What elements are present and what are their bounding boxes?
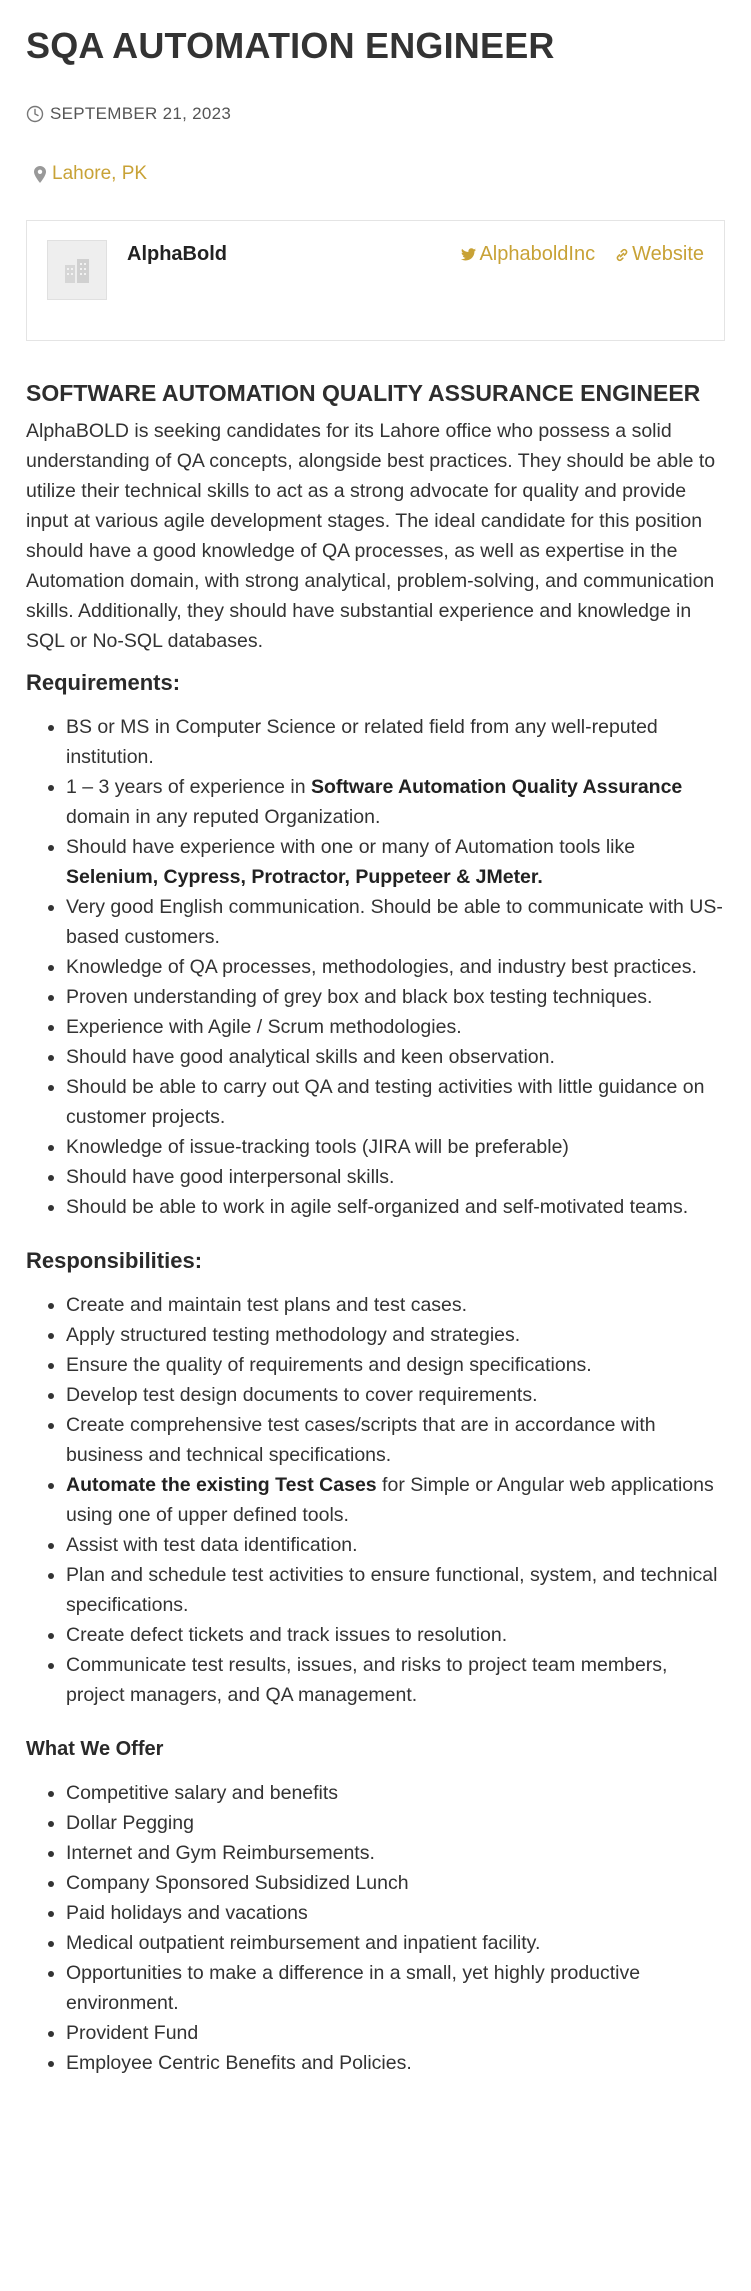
list-item: • Should have good interpersonal skills.	[66, 1162, 725, 1192]
list-item: • Provident Fund	[66, 2018, 725, 2048]
requirements-list	[26, 712, 725, 1222]
list-item: • Knowledge of QA processes, methodologies, and industry best practices.	[66, 952, 725, 982]
company-website-link[interactable]	[615, 243, 704, 266]
description-heading: SOFTWARE AUTOMATION QUALITY ASSURANCE ENGINEER	[26, 380, 701, 406]
list-item: • Paid holidays and vacations	[66, 1898, 725, 1928]
list-item: • Proven understanding of grey box and black box testing techniques.	[66, 982, 725, 1012]
list-item: • Internet and Gym Reimbursements.	[66, 1838, 725, 1868]
list-item: • Create comprehensive test cases/scripts that are in accordance with business and technical specifications.	[66, 1410, 725, 1470]
company-logo	[47, 240, 107, 300]
list-item: • Should have good analytical skills and keen observation.	[66, 1042, 725, 1072]
list-item: • Should be able to carry out QA and testing activities with little guidance on customer projects.	[66, 1072, 725, 1132]
posted-date	[26, 104, 725, 124]
list-item: • Create and maintain test plans and test cases.	[66, 1290, 725, 1320]
list-item: • Assist with test data identification.	[66, 1530, 725, 1560]
company-links	[461, 243, 704, 266]
building-icon	[62, 255, 92, 285]
company-name: AlphaBold	[127, 243, 227, 265]
list-item: • Should be able to work in agile self-organized and self-motivated teams.	[66, 1192, 725, 1222]
link-icon	[615, 248, 629, 262]
clock-icon	[26, 105, 44, 123]
list-item: • Employee Centric Benefits and Policies.	[66, 2048, 725, 2078]
website-link-text: Website	[632, 243, 704, 265]
list-item: • 1 – 3 years of experience in Software Automation Quality Assurance domain in any reputed Organization.	[66, 772, 725, 832]
map-pin-icon	[34, 166, 46, 183]
description-paragraph: AlphaBOLD is seeking candidates for its Lahore office who possess a solid understanding of QA concepts, alongside best practices. They should be able to utilize their technical skills to act as a strong advocate for quality and provide input at various agile development stages. The ideal candidate for this position should have a good knowledge of QA processes, as well as expertise in the Automation domain, with strong analytical, problem-solving, and communication skills. Additionally, they should have substantial experience and knowledge in SQL or No-SQL databases.	[26, 420, 716, 652]
job-title: SQA AUTOMATION ENGINEER	[26, 25, 555, 66]
list-item: • Opportunities to make a difference in a small, yet highly productive environment.	[66, 1958, 725, 2018]
list-item: • Medical outpatient reimbursement and inpatient facility.	[66, 1928, 725, 1958]
job-location	[26, 163, 725, 185]
list-item: • Competitive salary and benefits	[66, 1778, 725, 1808]
list-item: • Ensure the quality of requirements and design specifications.	[66, 1350, 725, 1380]
list-item: • Should have experience with one or many of Automation tools like Selenium, Cypress, Protractor, Puppeteer & JMeter.	[66, 832, 725, 892]
company-twitter-link[interactable]	[461, 243, 595, 266]
location-text: Lahore, PK	[52, 163, 148, 184]
company-card	[26, 220, 725, 341]
list-item: • Experience with Agile / Scrum methodologies.	[66, 1012, 725, 1042]
twitter-icon	[461, 248, 476, 261]
posted-date-text: SEPTEMBER 21, 2023	[50, 104, 232, 123]
list-item: • Apply structured testing methodology and strategies.	[66, 1320, 725, 1350]
list-item: • Communicate test results, issues, and risks to project team members, project managers, and QA management.	[66, 1650, 725, 1710]
offer-heading: What We Offer	[26, 1738, 164, 1760]
list-item: • Develop test design documents to cover requirements.	[66, 1380, 725, 1410]
list-item: • Automate the existing Test Cases for Simple or Angular web applications using one of upper defined tools.	[66, 1470, 725, 1530]
responsibilities-heading: Responsibilities:	[26, 1248, 203, 1273]
responsibilities-list	[26, 1290, 725, 1710]
list-item: • Very good English communication. Should be able to communicate with US-based customers.	[66, 892, 725, 952]
twitter-link-text: AlphaboldInc	[479, 243, 596, 265]
list-item: • Create defect tickets and track issues to resolution.	[66, 1620, 725, 1650]
requirements-heading: Requirements:	[26, 670, 181, 695]
offer-list	[26, 1778, 725, 2078]
list-item: • Plan and schedule test activities to ensure functional, system, and technical specifications.	[66, 1560, 725, 1620]
list-item: • Knowledge of issue-tracking tools (JIRA will be preferable)	[66, 1132, 725, 1162]
list-item: • Company Sponsored Subsidized Lunch	[66, 1868, 725, 1898]
list-item: • BS or MS in Computer Science or related field from any well-reputed institution.	[66, 712, 725, 772]
list-item: • Dollar Pegging	[66, 1808, 725, 1838]
